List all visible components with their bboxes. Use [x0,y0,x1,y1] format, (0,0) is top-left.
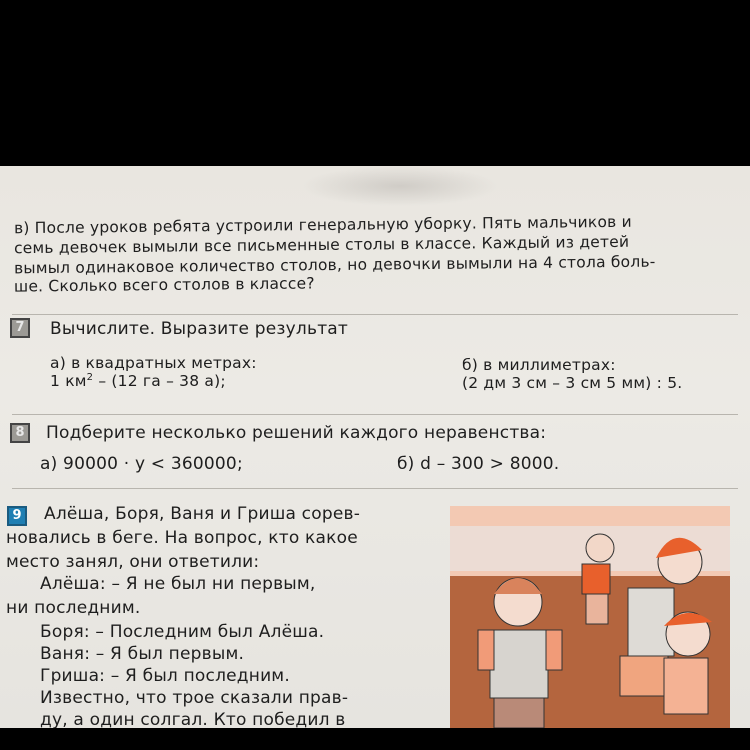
illustration-running-boys [450,506,730,728]
divider [12,414,738,415]
task7-a-label: а) в квадратных метрах: [50,354,257,372]
task-v-line-1: в) После уроков ребята устроили генеральную уборку. Пять мальчиков и [13,212,632,238]
task9-line-2: новались в беге. На вопрос, кто какое [6,528,358,548]
task8-a-expression: а) 90000 · y < 360000; [40,454,243,474]
task-v-line-2: семь девочек вымыли все письменные столы в классе. Каждый из детей [13,232,630,258]
task9-line-6: Боря: – Последним был Алёша. [40,622,325,642]
task9-line-5: ни последним. [6,598,141,618]
a-expr-part: – (12 га – 38 а); [93,372,226,391]
textbook-page [0,166,750,728]
task7-b-label: б) в миллиметрах: [462,356,616,374]
task9-line-10: ду, а один солгал. Кто победил в [40,710,346,728]
a-expr-part: 1 км [50,372,87,391]
task-v-line-4: ше. Сколько всего столов в классе? [13,274,315,296]
task7-b-expression: (2 дм 3 см – 3 см 5 мм) : 5. [462,374,683,392]
divider [12,488,738,489]
page-shadow [300,166,500,206]
divider [12,314,738,315]
task8-title: Подберите несколько решений каждого неравенства: [46,423,547,443]
task9-line-4: Алёша: – Я не был ни первым, [40,574,316,594]
task9-line-1: Алёша, Боря, Ваня и Гриша сорев- [44,504,361,524]
task-number-badge-7: 7 [10,318,30,338]
task-number-badge-9: 9 [7,506,27,526]
task9-line-8: Гриша: – Я был последним. [40,666,290,686]
task8-b-expression: б) d – 300 > 8000. [397,454,560,474]
running-boys-icon [450,506,730,728]
task7-a-expression [50,372,226,390]
task9-line-9: Известно, что трое сказали прав- [40,688,349,708]
task7-title: Вычислите. Выразите результат [50,319,349,339]
task-number-badge-8: 8 [10,423,30,443]
task-v-line-3: вымыл одинаковое количество столов, но девочки вымыли на 4 стола боль- [13,252,656,278]
task9-line-3: место занял, они ответили: [6,552,260,572]
a-expr-exponent: 2 [86,372,94,383]
task9-line-7: Ваня: – Я был первым. [40,644,245,664]
